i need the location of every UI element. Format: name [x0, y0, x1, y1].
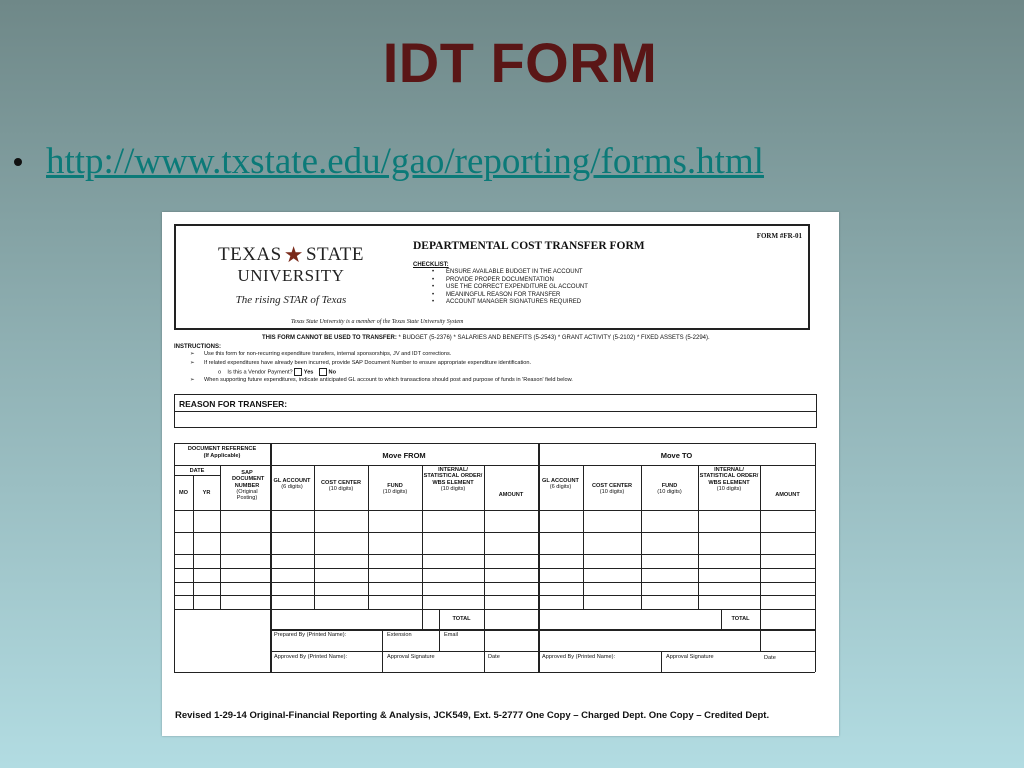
approval-signature-label-from: Approval Signature	[387, 654, 435, 660]
amount-header-from: AMOUNT	[498, 492, 524, 498]
internal-order-header-to: INTERNAL/ STATISTICAL ORDER/ WBS ELEMENT (10 digits)	[699, 467, 759, 492]
cost-center-header-from: COST CENTER (10 digits)	[320, 480, 362, 493]
form-header-box	[174, 224, 810, 330]
gl-account-header-from: GL ACCOUNT (6 digits)	[273, 478, 311, 491]
checklist-item: • PROVIDE PROPER DOCUMENTATION	[432, 277, 588, 285]
date-header: DATE	[189, 468, 205, 474]
form-heading: DEPARTMENTAL COST TRANSFER FORM	[413, 240, 645, 252]
logo-text-state: STATE	[305, 244, 364, 265]
reason-label: REASON FOR TRANSFER:	[179, 399, 288, 409]
mo-header: MO	[178, 490, 188, 496]
no-checkbox[interactable]	[319, 368, 327, 376]
move-from-header: Move FROM	[382, 451, 426, 460]
date-label-from: Date	[488, 654, 500, 660]
approval-signature-label-to: Approval Signature	[666, 654, 714, 660]
transfer-grid	[174, 443, 815, 672]
notice-bold: THIS FORM CANNOT BE USED TO TRANSFER:	[262, 335, 397, 341]
forms-link[interactable]: http://www.txstate.edu/gao/reporting/forms.html	[46, 141, 764, 182]
approved-by-label-to: Approved By (Printed Name):	[542, 654, 616, 660]
cost-center-header-to: COST CENTER (10 digits)	[591, 483, 633, 496]
extension-label: Extension	[387, 632, 412, 638]
doc-ref-header: DOCUMENT REFERENCE (If Applicable)	[187, 446, 257, 459]
fund-header-from: FUND (10 digits)	[382, 483, 408, 496]
transfer-notice	[262, 335, 710, 341]
fund-header-to: FUND (10 digits)	[657, 483, 682, 496]
form-footer: Revised 1-29-14 Original-Financial Reporting & Analysis, JCK549, Ext. 5-2777 One Copy – Charged Dept. One Copy – Credited Dept.	[175, 710, 770, 721]
checklist-item: • USE THE CORRECT EXPENDITURE GL ACCOUNT	[432, 284, 588, 292]
vendor-payment-question: o Is this a Vendor Payment? Yes No	[218, 369, 337, 376]
gl-account-header-to: GL ACCOUNT (6 digits)	[542, 478, 579, 491]
instruction-item: ➢ When supporting future expenditures, indicate anticipated GL account to which transactions should post and purpose of funds in 'Reason' field below.	[190, 377, 573, 383]
total-label-to: TOTAL	[731, 616, 750, 622]
logo-tagline: The rising STAR of Texas	[235, 294, 347, 306]
prepared-by-label: Prepared By (Printed Name):	[274, 632, 347, 638]
notice-rest: * BUDGET (5-2376) * SALARIES AND BENEFITS (5-2543) * GRANT ACTIVITY (5-2102) * FIXED ASSETS (5-2294).	[396, 335, 710, 341]
member-note: Texas State University is a member of the Texas State University System	[291, 319, 464, 325]
cost-transfer-form-image	[162, 212, 839, 736]
reason-box	[174, 394, 817, 428]
instruction-item: ➢ Use this form for non-recurring expenditure transfers, internal sponsorships, JV and IDT corrections.	[190, 351, 452, 357]
instruction-item: ➢ If related expenditures have already been incurred, provide SAP Document Number to ensure appropriate expenditure identification.	[190, 360, 532, 366]
checklist-title: CHECKLIST:	[413, 262, 449, 268]
form-number: FORM #FR-01	[756, 232, 802, 240]
yes-label: Yes	[303, 369, 314, 376]
star-icon: ★	[283, 242, 304, 267]
internal-order-header-from: INTERNAL/ STATISTICAL ORDER/ WBS ELEMENT (10 digits)	[423, 467, 483, 492]
bullet-icon	[14, 158, 22, 166]
logo-text-texas: TEXAS	[218, 244, 282, 265]
yes-checkbox[interactable]	[294, 368, 302, 376]
sap-doc-header: SAP DOCUMENT NUMBER (Original Posting)	[232, 470, 265, 502]
checklist-item: • MEANINGFUL REASON FOR TRANSFER	[432, 292, 588, 300]
date-label-to: Date	[764, 655, 776, 661]
checklist-item: • ACCOUNT MANAGER SIGNATURES REQUIRED	[432, 299, 588, 307]
yr-header: YR	[202, 490, 211, 496]
total-label-from: TOTAL	[452, 616, 471, 622]
logo-text-university: UNIVERSITY	[237, 266, 345, 285]
email-label: Email	[444, 632, 458, 638]
checklist	[432, 269, 588, 307]
slide-title: IDT FORM	[382, 31, 658, 94]
checklist-item: • ENSURE AVAILABLE BUDGET IN THE ACCOUNT	[432, 269, 588, 277]
no-label: No	[328, 369, 337, 376]
instructions-title: INSTRUCTIONS:	[174, 344, 221, 350]
approved-by-label-from: Approved By (Printed Name):	[274, 654, 348, 660]
university-logo	[218, 242, 364, 306]
amount-header-to: AMOUNT	[775, 492, 800, 498]
bullet-item	[14, 140, 764, 183]
move-to-header: Move TO	[660, 451, 693, 460]
